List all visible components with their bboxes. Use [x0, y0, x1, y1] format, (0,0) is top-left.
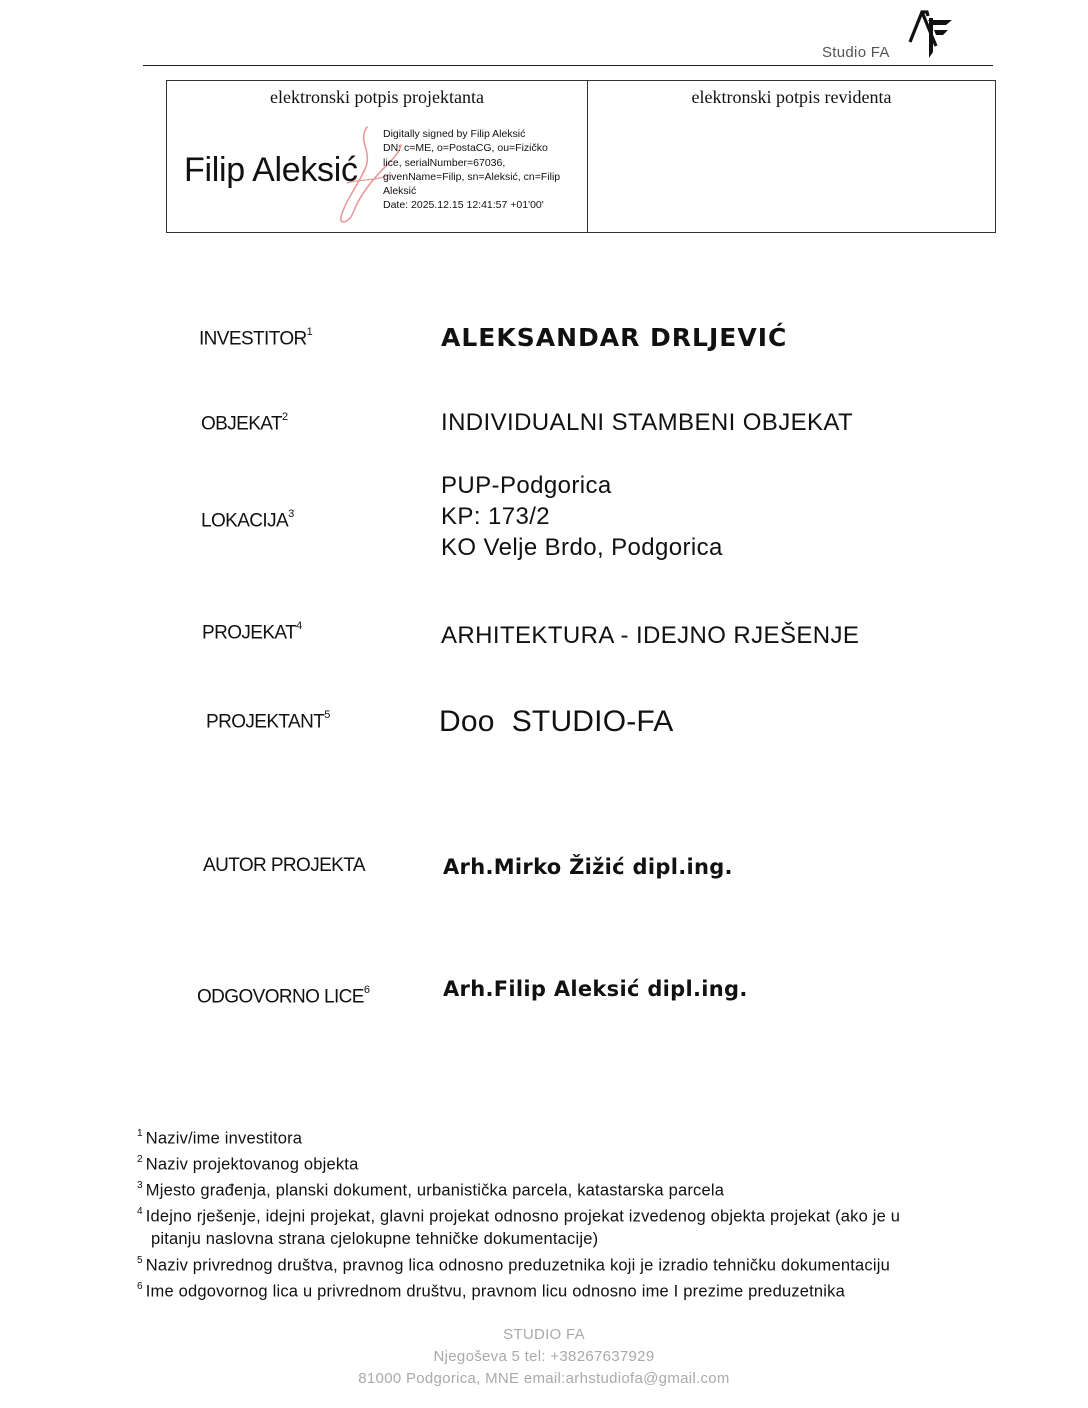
signature-detail-line: DN: c=ME, o=PostaCG, ou=Fizičko: [383, 142, 548, 155]
investitor-value: ALEKSANDAR DRLJEVIĆ: [441, 323, 788, 352]
footnote-continuation: pitanju naslovna strana cjelokupne tehničke dokumentacije): [151, 1230, 599, 1248]
digital-signature-details: [383, 127, 583, 213]
signature-detail-line: lice, serialNumber=67036,: [383, 156, 506, 169]
projekat-label: PROJEKAT$^4$: [202, 620, 302, 644]
autor-projekta-value: Arh.Mirko Žižić dipl.ing.: [443, 855, 733, 879]
lokacija-line: KO Velje Brdo, Podgorica: [441, 534, 723, 561]
odgovorno-lice-value: Arh.Filip Aleksić dipl.ing.: [443, 977, 748, 1001]
signer-name: Filip Aleksić: [184, 151, 358, 189]
objekat-label: OBJEKAT$^2$: [201, 411, 288, 435]
designer-signature-cell: [167, 81, 588, 232]
lokacija-label: LOKACIJA$^3$: [201, 508, 294, 532]
signature-detail-line: Digitally signed by Filip Aleksić: [383, 128, 526, 140]
signature-detail-line: Date: 2025.12.15 12:41:57 +01'00': [383, 199, 544, 212]
footer-address-phone: Njegoševa 5 tel: +38267637929: [433, 1348, 655, 1365]
footer-city-email: 81000 Podgorica, MNE email:arhstudiofa@gmail.com: [358, 1370, 730, 1387]
studio-fa-logo-icon: [908, 6, 956, 60]
footnote: $^6$ Ime odgovornog lica u privrednom društvu, pravnom licu odnosno ime I prezime preduzetnika: [137, 1280, 845, 1300]
footnotes: [137, 1124, 1037, 1303]
footnote: $^3$ Mjesto građenja, planski dokument, urbanistička parcela, katastarska parcela: [137, 1180, 725, 1200]
reviewer-signature-heading: elektronski potpis revidenta: [691, 87, 892, 107]
footnote: $^4$ Idejno rješenje, idejni projekat, glavni projekat odnosno projekat izvedenog objekta projekat (ako je u: [137, 1206, 901, 1226]
investitor-label: INVESTITOR$^1$: [199, 326, 313, 350]
reviewer-signature-cell: [588, 81, 995, 232]
signature-table: [166, 80, 996, 233]
brand-name: Studio FA: [822, 44, 890, 61]
projekat-value: ARHITEKTURA - IDEJNO RJEŠENJE: [441, 622, 860, 649]
page-footer: [0, 1324, 1088, 1390]
objekat-value: INDIVIDUALNI STAMBENI OBJEKAT: [441, 409, 854, 436]
lokacija-value: [441, 470, 723, 563]
autor-projekta-label: AUTOR PROJEKTA: [203, 855, 365, 876]
footnote: $^2$ Naziv projektovanog objekta: [137, 1154, 359, 1174]
footer-company: STUDIO FA: [503, 1326, 585, 1343]
lokacija-line: KP: 173/2: [441, 503, 551, 530]
odgovorno-lice-label: ODGOVORNO LICE$^6$: [197, 984, 370, 1008]
signature-detail-line: givenName=Filip, sn=Aleksić, cn=Filip: [383, 170, 561, 183]
signature-detail-line: Aleksić: [383, 185, 417, 198]
footnote: $^5$ Naziv privrednog društva, pravnog lica odnosno preduzetnika koji je izradio tehničku dokumentaciju: [137, 1254, 890, 1274]
footnote: $^1$ Naziv/ime investitora: [137, 1128, 303, 1148]
projektant-label: PROJEKTANT$^5$: [206, 709, 330, 733]
projektant-value: Doo STUDIO-FA: [439, 705, 674, 738]
lokacija-line: PUP-Podgorica: [441, 472, 612, 499]
designer-signature-heading: elektronski potpis projektanta: [270, 87, 484, 107]
header-divider: [143, 65, 993, 66]
